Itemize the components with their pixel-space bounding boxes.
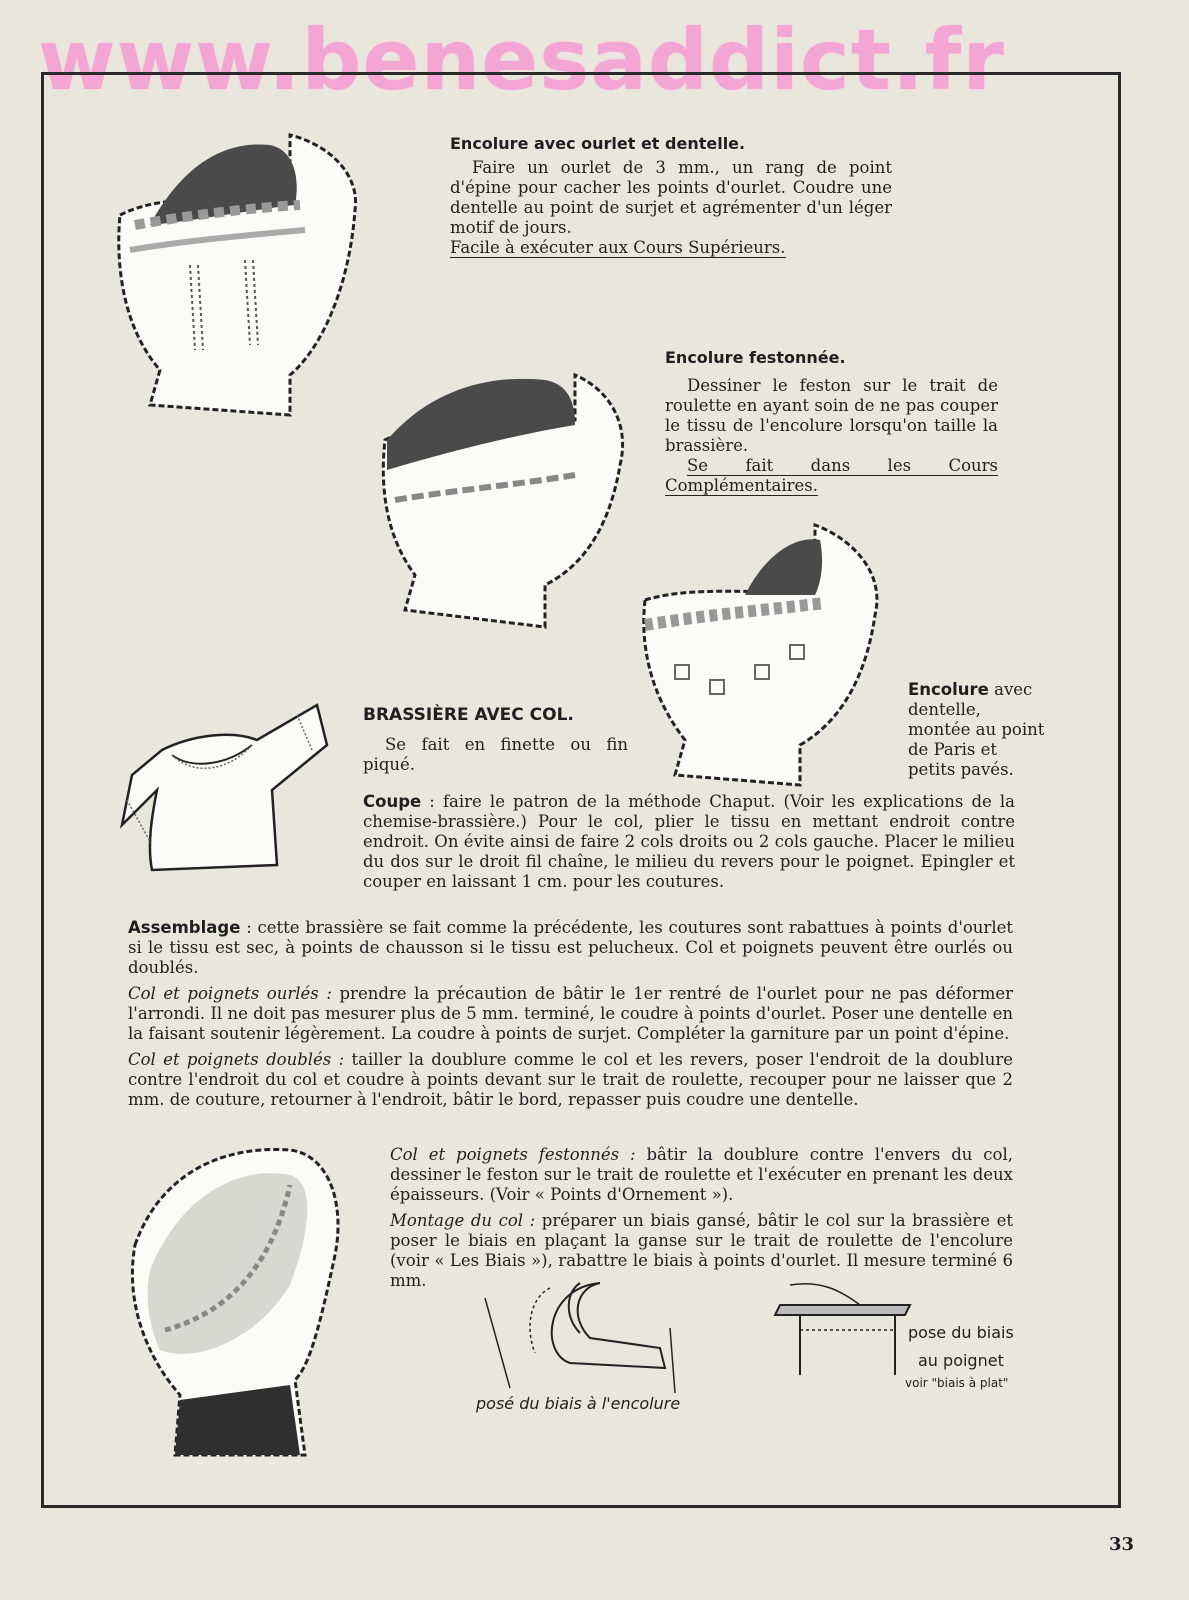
section-dentelle-lead: Encolure <box>908 680 989 699</box>
section-montage-text: préparer un biais gansé, bâtir le col sur la brassière et poser le biais en plaçant la ganse sur le trait de roulette de l'encolure (voir « Les Biais »), rabattre le biais à points d'ourlet. Il mesure terminé 6 mm. <box>390 1211 1014 1290</box>
section-doubles-text: tailler la doublure comme le col et les revers, poser l'endroit de la doublure contre l'endroit du col et coudre à points devant sur le trait de roulette, recouper pour ne laisser que 2 mm. de couture, retourner à l'endroit, bâtir le bord, repasser puis coudre une dentelle. <box>128 1050 1013 1109</box>
section-brassiere-title: BRASSIÈRE AVEC COL. <box>363 705 574 725</box>
caption-biais-encolure: posé du biais à l'encolure <box>476 1394 681 1413</box>
section-dentelle-body: avec dentelle, montée au point de Paris et petits pavés. <box>908 680 1045 779</box>
section-ourles-label: Col et poignets ourlés : <box>128 984 332 1003</box>
section-ourles-text: prendre la précaution de bâtir le 1er rentré de l'ourlet pour ne pas déformer l'arrondi. Il ne doit pas mesurer plus de 5 mm. terminé, le coudre à points d'ourlet. Poser une dentelle en la faisant soutenir légèrement. La coudre à points de surjet. Compléter la garniture par un point d'épine. <box>128 984 1013 1043</box>
illustration-brassiere <box>112 695 342 885</box>
diagram-biais-poignet <box>770 1280 915 1380</box>
caption-biais-poignet-3: voir "biais à plat" <box>905 1376 1009 1390</box>
section-ourlet <box>450 134 892 258</box>
illustration-col-festonne <box>120 1135 360 1465</box>
section-coupe <box>363 792 1015 892</box>
section-assemblage-label: Assemblage <box>128 918 241 937</box>
section-ourlet-note: Facile à exécuter aux Cours Supérieurs. <box>450 238 786 257</box>
section-festonnee-title: Encolure festonnée. <box>665 348 846 367</box>
section-assemblage-text: : cette brassière se fait comme la précédente, les coutures sont rabattues à points d'ourlet si le tissu est sec, à points de chausson si le tissu est pelucheux. Col et poignets peuvent être ourlés ou doublés. <box>128 918 1013 977</box>
section-ourlet-title: Encolure avec ourlet et dentelle. <box>450 134 746 153</box>
section-ourlet-body: Faire un ourlet de 3 mm., un rang de point d'épine pour cacher les points d'ourlet. Coudre une dentelle au point de surjet et agrémenter d'un léger motif de jours. <box>450 158 892 237</box>
section-coupe-label: Coupe <box>363 792 422 811</box>
illustration-encolure-dentelle <box>635 515 895 790</box>
section-montage-label: Montage du col : <box>390 1211 536 1230</box>
section-festonnes-text: bâtir la doublure contre l'envers du col, dessiner le feston sur le trait de roulette et l'exécuter en prenant les deux épaisseurs. (Voir « Points d'Ornement »). <box>390 1145 1014 1204</box>
section-festonnee-note: Se fait dans les Cours Complémentaires. <box>665 456 998 495</box>
diagram-biais-encolure <box>480 1268 695 1398</box>
watermark: www.benesaddict.fr <box>38 11 1005 109</box>
section-dentelle <box>908 680 1048 780</box>
illustration-encolure-ourlet <box>110 130 370 420</box>
section-coupe-text: : faire le patron de la méthode Chaput. (Voir les explications de la chemise-brassière.) Pour le col, plier le tissu en mettant endroit contre endroit. On évite ainsi de faire 2 cols droits ou 2 cols gauche. Placer le milieu du dos sur le droit fil chaîne, le milieu du revers pour le poignet. Epingler et couper en laissant 1 cm. pour les coutures. <box>363 792 1015 891</box>
section-festonnes-label: Col et poignets festonnés : <box>390 1145 636 1164</box>
section-brassiere-intro: Se fait en finette ou fin piqué. <box>363 735 628 774</box>
section-doubles-label: Col et poignets doublés : <box>128 1050 345 1069</box>
section-brassiere <box>363 705 628 775</box>
section-festonnee-body: Dessiner le feston sur le trait de roulette en ayant soin de ne pas couper le tissu de l'encolure lorsqu'on taille la brassière. <box>665 376 998 455</box>
illustration-encolure-festonnee <box>375 365 635 635</box>
section-festonnee <box>665 348 998 496</box>
page-number: 33 <box>1108 1534 1134 1555</box>
section-assemblage <box>128 918 1013 1110</box>
caption-biais-poignet-2: au poignet <box>918 1351 1004 1370</box>
caption-biais-poignet-1: pose du biais <box>908 1323 1014 1342</box>
